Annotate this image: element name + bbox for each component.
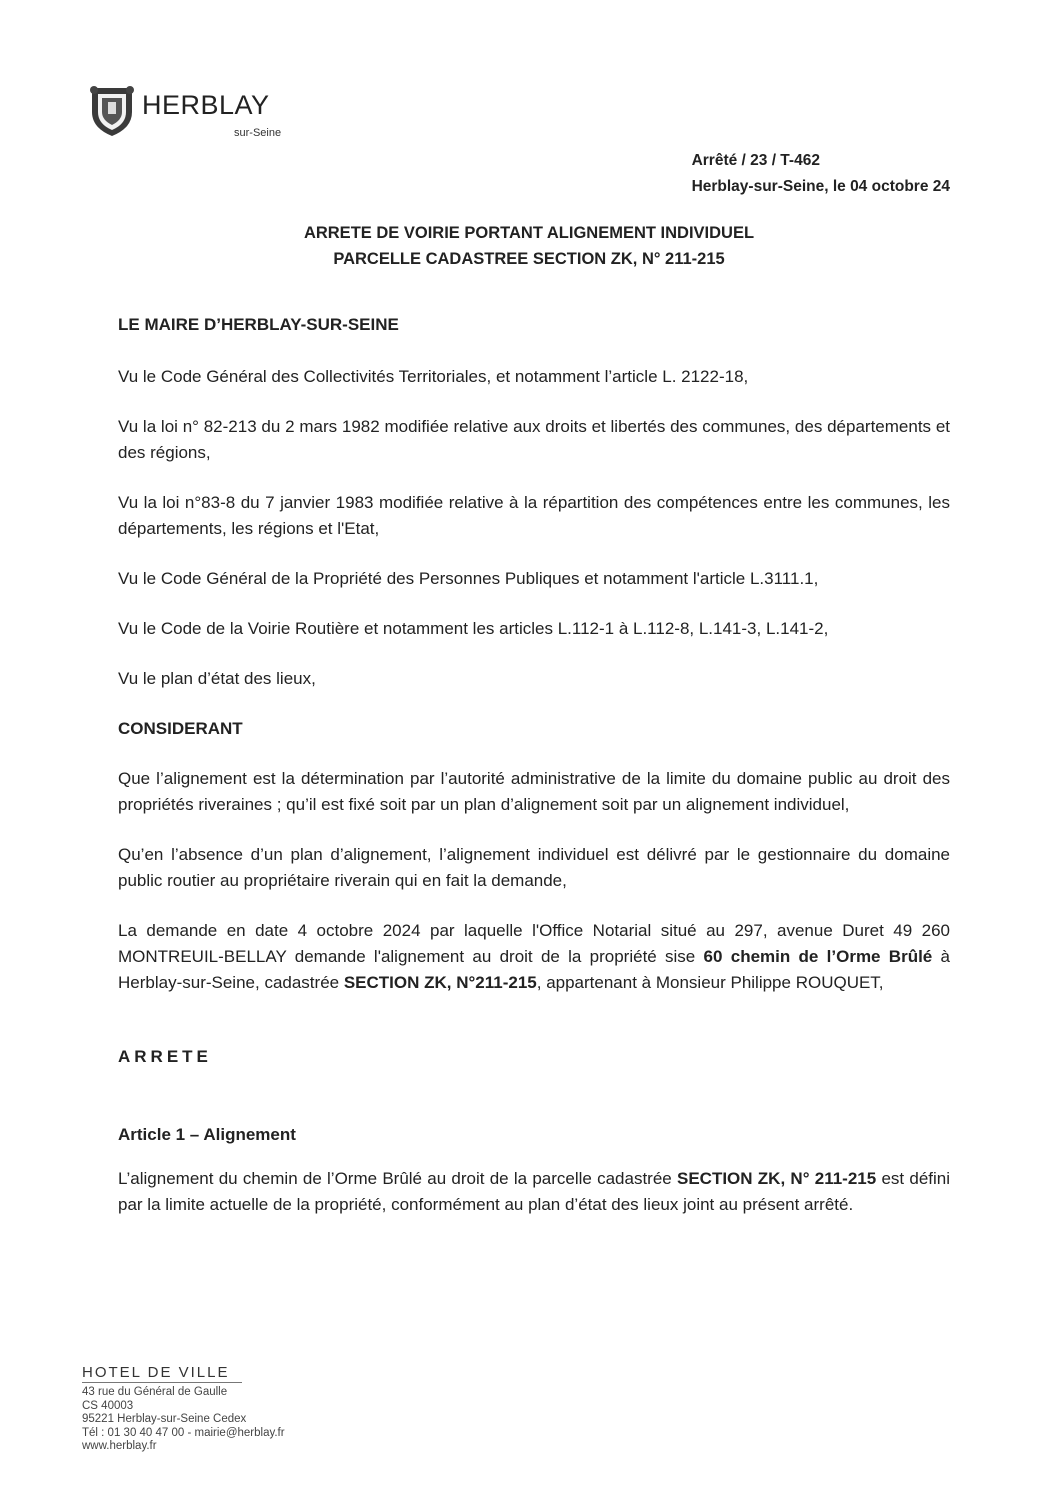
place-and-date: Herblay-sur-Seine, le 04 octobre 24 — [691, 178, 950, 195]
footer-street: 43 rue du Général de Gaulle — [82, 1386, 228, 1398]
request-text: La demande en date 4 octobre 2024 par laquelle l'Office Notarial situé au 297, avenue Duret 49 260 MONTREUIL-BELLAY demande l'alignement au droit de la propriété sise — [118, 921, 950, 966]
considerant-paragraph-1: Que l’alignement est la détermination par l’autorité administrative de la limite du domaine public au droit des propriétés riveraines ; qu’il est fixé soit par un plan d’alignement soit par un alignement individuel, — [118, 769, 950, 814]
arrete-heading: ARRETE — [118, 1047, 212, 1066]
reference-number: Arrêté / 23 / T-462 — [691, 152, 820, 169]
article-1-title: Article 1 – Alignement — [118, 1125, 296, 1144]
document-reference — [692, 148, 950, 200]
article-1-text — [118, 1166, 950, 1218]
article-1-text-c: est défini par la limite actuelle de la propriété, conformément au plan d’état des lieux joint au présent arrêté. — [118, 1169, 950, 1214]
cadastral-section: SECTION ZK, N°211-215 — [343, 973, 537, 992]
footer-website: www.herblay.fr — [82, 1440, 157, 1452]
vu-paragraph-1: Vu le Code Général des Collectivités Territoriales, et notamment l’article L. 2122-18, — [118, 367, 749, 386]
vu-paragraph-6: Vu le plan d’état des lieux, — [118, 669, 316, 688]
logo-subtitle: sur-Seine — [234, 127, 282, 139]
coat-of-arms-icon — [86, 82, 138, 138]
considerant-heading: CONSIDERANT — [118, 719, 243, 738]
article-1-text-a: L’alignement du chemin de l’Orme Brûlé au droit de la parcelle cadastrée — [118, 1169, 677, 1188]
request-text-2: à Herblay-sur-Seine, cadastrée — [118, 947, 951, 992]
vu-paragraph-5: Vu le Code de la Voirie Routière et notamment les articles L.112-1 à L.112-8, L.141-3, L.141-2, — [118, 619, 829, 638]
herblay-logo — [86, 82, 306, 142]
vu-paragraph-2: Vu la loi n° 82-213 du 2 mars 1982 modifiée relative aux droits et libertés des communes, des départements et des régions, — [118, 417, 950, 462]
footer-address — [82, 1364, 285, 1454]
document-body — [118, 312, 950, 1218]
considerant-paragraph-2: Qu’en l’absence d’un plan d’alignement, l’alignement individuel est délivré par le gestionnaire du domaine public routier au propriétaire riverain qui en fait la demande, — [118, 845, 950, 890]
vu-paragraph-3: Vu la loi n°83-8 du 7 janvier 1983 modifiée relative à la répartition des compétences entre les communes, les départements, les régions et l'Etat, — [118, 493, 950, 538]
title-line-1: ARRETE DE VOIRIE PORTANT ALIGNEMENT INDIVIDUEL — [303, 224, 755, 242]
hotel-de-ville-label: HOTEL DE VILLE — [82, 1364, 242, 1383]
title-line-2: PARCELLE CADASTREE SECTION ZK, N° 211-215 — [333, 250, 725, 268]
considerant-paragraph-3 — [118, 918, 950, 996]
footer-cs: CS 40003 — [82, 1399, 134, 1412]
footer-city: 95221 Herblay-sur-Seine Cedex — [82, 1413, 247, 1425]
request-text-3: , appartenant à Monsieur Philippe ROUQUET, — [536, 973, 884, 992]
document-title — [0, 220, 1058, 272]
property-address: 60 chemin de l’Orme Brûlé — [703, 947, 933, 966]
mayor-heading: LE MAIRE D’HERBLAY-SUR-SEINE — [118, 315, 399, 334]
vu-paragraph-4: Vu le Code Général de la Propriété des Personnes Publiques et notamment l'article L.3111.1, — [118, 569, 819, 588]
article-1-section: SECTION ZK, N° 211-215 — [677, 1169, 877, 1188]
footer-contact: Tél : 01 30 40 47 00 - mairie@herblay.fr — [82, 1426, 285, 1439]
logo-name: HERBLAY — [142, 90, 270, 120]
